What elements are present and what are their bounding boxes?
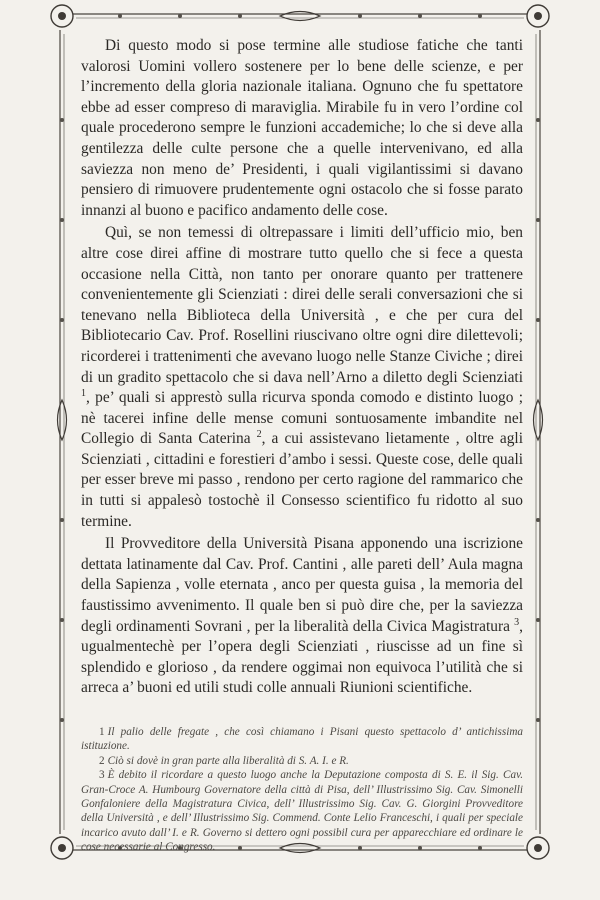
footnote-ref-3: 3 <box>514 616 520 628</box>
footnote-1 <box>81 725 523 754</box>
page-content <box>81 36 523 855</box>
footnote-number: 1 <box>99 726 105 738</box>
footnote-3 <box>81 768 523 854</box>
paragraph-1: Di questo modo si pose termine alle studiose fatiche che tanti valorosi Uomini vollero sostenere per lo bene delle scienze, e per l’incremento della gloria nazionale italiana. Ognuno che fu spettatore ebbe ad esser compreso di maraviglia. Mirabile fu in vero l’ordine col quale procederono sempre le funzioni accademiche; lo che si deve alla gentilezza delle culte persone che a quelle intervenivano, ed alla saviezza non meno de’ Presidenti, i quali vigilantissimi si davano pensiero di rimuovere prudentemente ogni ostacolo che si fosse parato innanzi al buono e pacifico andamento delle cose. <box>81 37 523 219</box>
footnote-ref-1: 1 <box>81 387 86 399</box>
paragraph-2 <box>81 223 523 532</box>
paragraph-2-part-3: , a cui assistevano lietamente , oltre agli Scienziati , cittadini e forestieri d’ambo i sessi. Queste cose, delle quali per esser breve mi passo , rendono per certo ragione del rammarico che in tutti si appalesò tostochè il Consesso scientifico fu ridotto al suo termine. <box>81 430 523 530</box>
paragraph-3 <box>81 534 523 699</box>
footnote-ref-2: 2 <box>256 429 262 441</box>
paragraph-2-part-1: Quì, se non temessi di oltrepassare i limiti dell’ufficio mio, ben altre cose direi affine di mostrare tutto quello che si fece a questa occasione nella Città, non tanto per onorare quanto per trattenere convenientemente gli Scienziati : direi delle serali conversazioni che si tenevano nella Biblioteca della Università , e che per cura del Bibliotecario Cav. Prof. Rosellini riuscivano oltre ogni dire dilettevoli; ricorderei i trattenimenti che avevano luogo nelle Stanze Civiche ; direi di un gradito spettacolo che si dava nell’Arno a diletto degli Scienziati <box>81 224 523 386</box>
paragraph-2-part-2: , pe’ quali si apprestò sulla ricurva sponda comodo e distinto luogo ; nè tacerei infine delle mense comuni sontuosamente imbandite nel Collegio di Santa Caterina <box>81 389 523 448</box>
footnote-text: È debito il ricordare a questo luogo anche la Deputazione composta di S. E. il Sig. Cav. Gran-Croce A. Humbourg Governatore della città di Pisa, dell’ Illustrissimo Sig. Cav. Simonelli Gonfaloniere della Magistratura Civica, dell’ Illustrissimo Sig. Cav. G. Giorgini Provveditore della Università , e dell’ Illustrissimo Sig. Commend. Conte Lelio Franceschi, i quali per speciale incarico avuto dall’ I. e R. Governo si dettero ogni possibil cura per apparecchiare ed ordinare le cose necessarie al Congresso. <box>81 769 523 854</box>
body-text <box>81 36 523 699</box>
footnote-text: Il palio delle fregate , che così chiamano i Pisani questo spettacolo d’ antichissima istituzione. <box>81 726 523 753</box>
paragraph-3-part-1: Il Provveditore della Università Pisana apponendo una iscrizione dettata latinamente dal Cav. Prof. Cantini , alle pareti dell’ Aula magna della Sapienza , volle eternata , anco per questa guisa , la memoria del faustissimo avvenimento. Il quale ben si può dire che, per la saviezza degli ordinamenti Sovrani , per la liberalità della Civica Magistratura <box>81 535 523 635</box>
footnote-text: Ciò si dovè in gran parte alla liberalità di S. A. I. e R. <box>107 754 349 767</box>
footnote-2 <box>81 754 523 768</box>
footnote-number: 2 <box>99 754 105 767</box>
footnote-number: 3 <box>99 769 105 782</box>
footnotes <box>81 725 523 855</box>
paragraph-3-part-2: , ugualmentechè per l’opera degli Scienziati , riuscisse ad un fine sì splendido e glorioso , da rendere oggimai non equivoca l’utilità che si arreca a’ buoni ed utili studi colle annuali Riunioni scientifiche. <box>81 617 523 697</box>
